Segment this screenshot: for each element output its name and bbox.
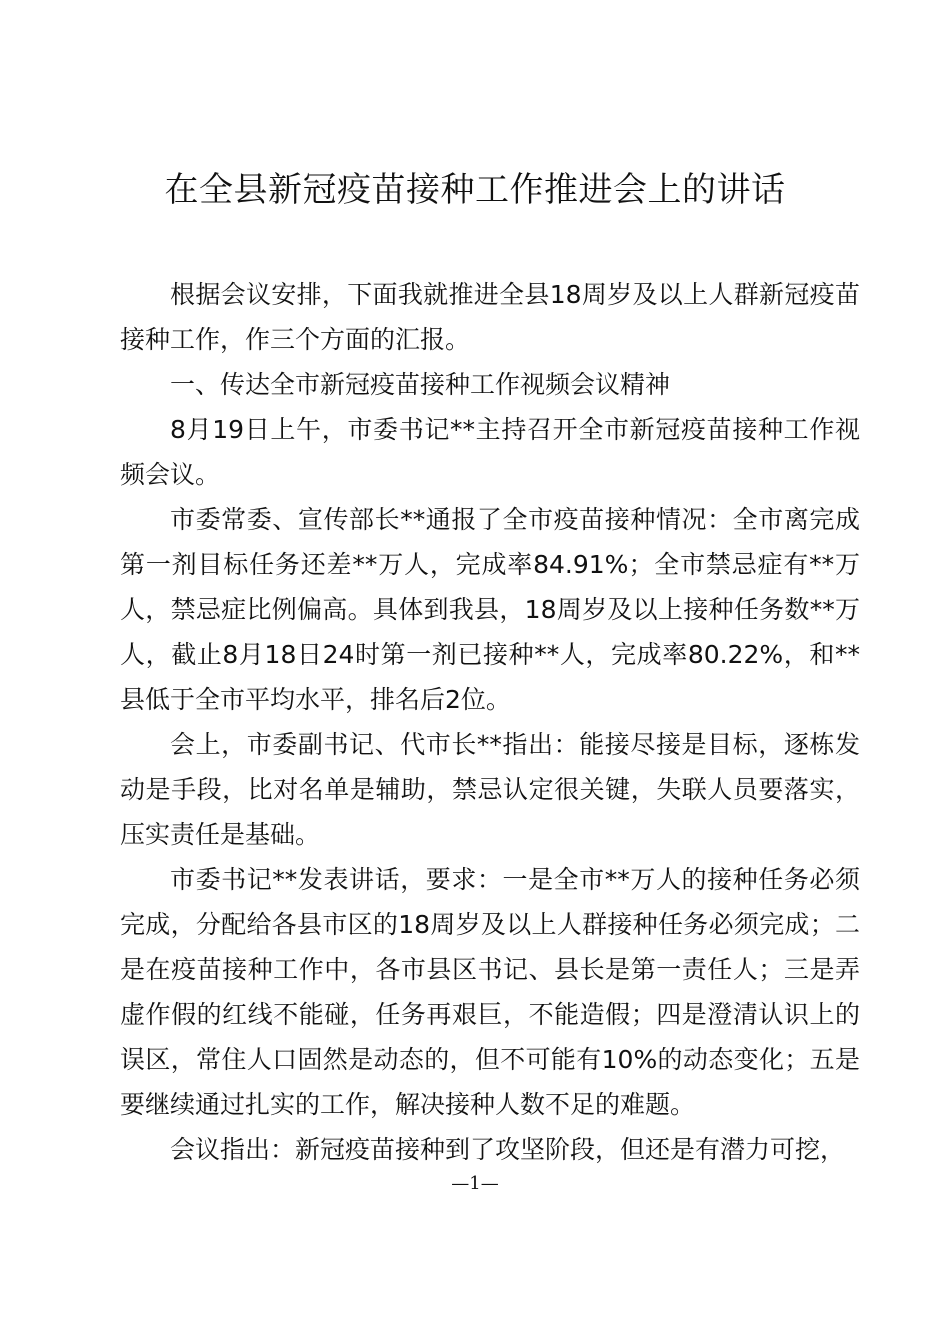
paragraph-meeting-conclusion: 会议指出：新冠疫苗接种到了攻坚阶段，但还是有潜力可挖， — [170, 1135, 846, 1164]
page-number: —1— — [451, 1173, 499, 1194]
paragraph-deputy-mayor: 会上，市委副书记、代市长**指出：能接尽接是目标，逐栋发动是手段，比对名单是辅助，禁忌认定很关键，失联人员要落实，压实责任是基础。 — [120, 730, 860, 849]
paragraph-intro: 根据会议安排，下面我就推进全县18周岁及以上人群新冠疫苗接种工作，作三个方面的汇报。 — [120, 280, 860, 354]
section-heading-1: 一、传达全市新冠疫苗接种工作视频会议精神 — [170, 370, 671, 399]
paragraph-secretary-speech: 市委书记**发表讲话，要求：一是全市**万人的接种任务必须完成，分配给各县市区的18周岁及以上人群接种任务必须完成；二是在疫苗接种工作中，各市县区书记、县长是第一责任人；三是弄虚作假的红线不能碰，任务再艰巨，不能造假；四是澄清认识上的误区，常住人口固然是动态的，但不可能有10%的动态变化；五是要继续通过扎实的工作，解决接种人数不足的难题。 — [120, 865, 860, 1119]
paragraph-meeting: 8月19日上午，市委书记**主持召开全市新冠疫苗接种工作视频会议。 — [120, 415, 860, 489]
document-title: 在全县新冠疫苗接种工作推进会上的讲话 — [164, 170, 786, 210]
paragraph-vaccination-status: 市委常委、宣传部长**通报了全市疫苗接种情况：全市离完成第一剂目标任务还差**万人，完成率84.91%；全市禁忌症有**万人，禁忌症比例偏高。具体到我县，18周岁及以上接种任务数**万人，截止8月18日24时第一剂已接种**人，完成率80.22%，和**县低于全市平均水平，排名后2位。 — [120, 505, 860, 714]
document-body — [120, 272, 860, 1172]
